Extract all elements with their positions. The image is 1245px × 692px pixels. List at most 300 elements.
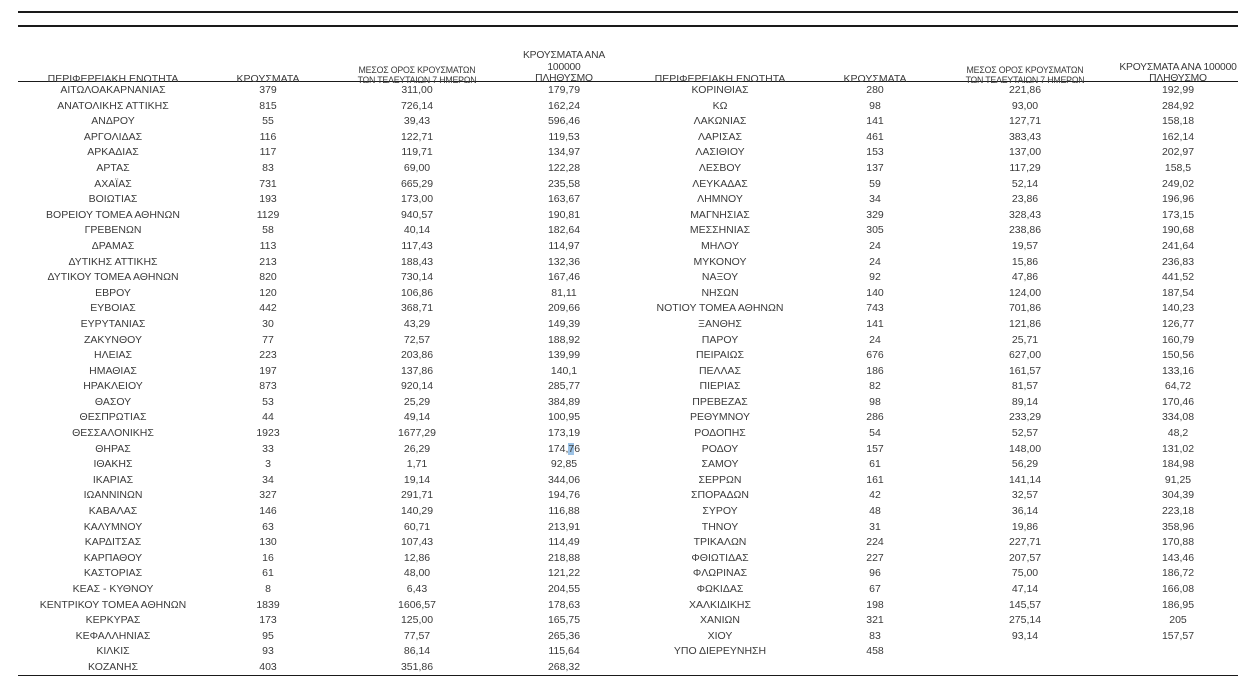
per100k-cell: 143,46	[1161, 551, 1195, 564]
avg7-cell: 137,00	[1008, 146, 1042, 159]
per100k-cell: 100,95	[547, 411, 581, 424]
table-row	[622, 317, 1238, 333]
table-row	[18, 348, 622, 364]
avg7-cell: 1606,57	[398, 598, 436, 611]
region-cell: ΡΕΘΥΜΝΟΥ	[689, 411, 750, 424]
per100k-cell: 596,46	[547, 115, 581, 128]
per100k-cell: 157,57	[1161, 629, 1195, 642]
table-row	[622, 239, 1238, 255]
per100k-cell: 121,22	[547, 567, 581, 580]
avg7-cell: 40,14	[403, 224, 431, 237]
table-row	[622, 520, 1238, 536]
avg7-cell: 56,29	[1011, 458, 1039, 471]
table-row	[622, 488, 1238, 504]
per100k-cell: 187,54	[1161, 286, 1195, 299]
cases-cell: 77	[262, 333, 274, 346]
table-row	[18, 551, 622, 567]
avg7-cell: 227,71	[1008, 536, 1042, 549]
per100k-cell: 202,97	[1161, 146, 1195, 159]
region-cell: ΗΛΕΙΑΣ	[93, 349, 132, 362]
table-row	[18, 535, 622, 551]
cases-cell: 321	[866, 614, 884, 627]
cases-cell: 83	[262, 161, 274, 174]
per100k-cell: 132,36	[547, 255, 581, 268]
region-cell: ΚΕΡΚΥΡΑΣ	[85, 614, 141, 627]
table-row	[18, 504, 622, 520]
avg7-cell: 47,14	[1011, 583, 1039, 595]
selection-before-text: 174,	[547, 442, 569, 455]
per100k-cell: 48,2	[1167, 427, 1189, 440]
per100k-cell: 160,79	[1161, 333, 1195, 346]
cases-cell: 130	[259, 536, 277, 549]
avg7-cell: 627,00	[1008, 349, 1042, 362]
table-row	[622, 333, 1238, 349]
region-cell: ΑΝΑΤΟΛΙΚΗΣ ΑΤΤΙΚΗΣ	[57, 99, 169, 112]
table-row	[622, 208, 1238, 224]
per100k-cell: 182,64	[547, 224, 581, 237]
table-row	[622, 192, 1238, 208]
table-row	[622, 426, 1238, 442]
avg7-cell: 43,29	[403, 317, 431, 330]
table-row	[622, 114, 1238, 130]
table-header-row	[18, 50, 1238, 85]
per100k-cell: 126,77	[1161, 317, 1195, 330]
table-row	[18, 223, 622, 239]
region-cell: ΛΑΡΙΣΑΣ	[698, 130, 742, 143]
table-row	[622, 457, 1238, 473]
per100k-cell: 149,39	[547, 317, 581, 330]
region-cell: ΚΕΝΤΡΙΚΟΥ ΤΟΜΕΑ ΑΘΗΝΩΝ	[39, 598, 187, 611]
region-cell: ΜΗΛΟΥ	[701, 239, 739, 252]
per100k-cell: 163,67	[547, 193, 581, 206]
table-row	[18, 488, 622, 504]
per100k-cell: 186,72	[1161, 567, 1195, 580]
table-row	[18, 177, 622, 193]
region-cell: ΚΟΡΙΝΘΙΑΣ	[691, 84, 749, 96]
column-header-region-2: ΠΕΡΙΦΕΡΕΙΑΚΗ ΕΝΟΤΗΤΑ	[654, 72, 786, 85]
per100k-cell: 205	[1169, 614, 1187, 627]
region-cell: ΚΕΑΣ - ΚΥΘΝΟΥ	[72, 583, 154, 595]
cases-cell: 327	[259, 489, 277, 502]
cases-cell: 197	[259, 364, 277, 377]
avg7-cell: 12,86	[403, 551, 431, 564]
cases-cell: 140	[866, 286, 884, 299]
region-cell: ΚΟΖΑΝΗΣ	[88, 660, 138, 673]
cases-cell: 117	[259, 146, 277, 159]
per100k-cell: 162,24	[547, 99, 581, 112]
per100k-cell: 213,91	[547, 520, 581, 533]
avg7-cell: 726,14	[400, 99, 434, 112]
region-cell: ΜΥΚΟΝΟΥ	[693, 255, 747, 268]
avg7-cell: 148,00	[1008, 442, 1042, 455]
table-row	[622, 504, 1238, 520]
avg7-cell: 1,71	[406, 458, 428, 471]
region-cell: ΝΗΣΩΝ	[701, 286, 739, 299]
avg7-cell: 23,86	[1011, 193, 1039, 206]
avg7-cell: 119,71	[401, 146, 433, 159]
table-row	[18, 426, 622, 442]
per100k-cell	[1118, 644, 1238, 660]
region-cell: ΛΑΚΩΝΙΑΣ	[693, 115, 747, 128]
avg7-cell: 940,57	[400, 208, 434, 221]
table-row	[622, 99, 1238, 115]
table-row	[18, 457, 622, 473]
avg7-cell: 311,00	[401, 84, 433, 96]
cases-cell: 227	[866, 551, 884, 564]
region-cell: ΕΥΡΥΤΑΝΙΑΣ	[80, 317, 146, 330]
region-cell: ΧΙΟΥ	[707, 629, 733, 642]
per100k-cell: 186,95	[1161, 598, 1195, 611]
cases-cell: 146	[259, 505, 277, 518]
table-row	[622, 177, 1238, 193]
cases-cell: 141	[866, 115, 884, 128]
table-row	[622, 364, 1238, 380]
column-header-per100k-line1: ΚΡΟΥΣΜΑΤΑ ΑΝΑ 100000	[522, 50, 606, 73]
region-cell: ΧΑΛΚΙΔΙΚΗΣ	[689, 598, 751, 611]
region-cell: ΘΑΣΟΥ	[94, 395, 132, 408]
per100k-cell: 166,08	[1161, 583, 1195, 595]
per100k-cell: 140,1	[550, 364, 578, 377]
region-cell: ΠΑΡΟΥ	[701, 333, 739, 346]
table-row	[622, 255, 1238, 271]
avg7-cell: 351,86	[400, 660, 434, 673]
per100k-cell: 334,08	[1161, 411, 1195, 424]
table-row	[622, 348, 1238, 364]
per100k-cell: 170,46	[1161, 395, 1195, 408]
cases-cell: 286	[866, 411, 884, 424]
region-cell: ΝΑΞΟΥ	[701, 271, 739, 284]
avg7-cell: 107,43	[400, 536, 434, 549]
region-cell: ΖΑΚΥΝΘΟΥ	[83, 333, 142, 346]
per100k-cell: 116,88	[548, 505, 580, 518]
cases-cell: 61	[262, 567, 274, 580]
cases-cell: 442	[259, 302, 277, 315]
cases-cell: 59	[869, 177, 881, 190]
per100k-cell: 285,77	[547, 380, 581, 393]
table-row	[622, 286, 1238, 302]
column-header-per100k	[506, 50, 622, 85]
avg7-cell: 383,43	[1008, 130, 1042, 143]
avg7-cell: 49,14	[403, 411, 431, 424]
per100k-cell: 284,92	[1161, 99, 1195, 112]
table-row	[18, 473, 622, 489]
table-row	[18, 333, 622, 349]
cases-cell: 213	[259, 255, 277, 268]
region-cell: ΗΜΑΘΙΑΣ	[89, 364, 137, 377]
per100k-cell: 192,99	[1161, 84, 1195, 96]
table-row	[622, 161, 1238, 177]
table-row	[18, 301, 622, 317]
column-header-region: ΠΕΡΙΦΕΡΕΙΑΚΗ ΕΝΟΤΗΤΑ	[47, 72, 179, 85]
cases-cell: 305	[866, 224, 884, 237]
table-row	[18, 239, 622, 255]
region-cell: ΦΩΚΙΔΑΣ	[696, 583, 744, 595]
avg7-cell: 117,29	[1009, 161, 1041, 174]
avg7-cell: 19,57	[1011, 239, 1039, 252]
cases-cell: 82	[869, 380, 881, 393]
region-cell: ΒΟΡΕΙΟΥ ΤΟΜΕΑ ΑΘΗΝΩΝ	[46, 208, 180, 221]
avg7-cell: 920,14	[400, 380, 434, 393]
per100k-cell: 133,16	[1161, 364, 1195, 377]
per100k-cell: 190,81	[547, 208, 581, 221]
per100k-cell: 204,55	[547, 583, 581, 595]
avg7-cell: 1677,29	[398, 427, 436, 440]
per100k-cell: 304,39	[1161, 489, 1195, 502]
table-row	[18, 114, 622, 130]
cases-cell: 24	[869, 333, 881, 346]
per100k-cell: 122,28	[547, 161, 581, 174]
table-row	[18, 613, 622, 629]
region-cell: ΑΡΚΑΔΙΑΣ	[87, 146, 139, 159]
per100k-cell: 139,99	[547, 349, 581, 362]
table-row	[18, 192, 622, 208]
cases-cell: 33	[262, 442, 274, 455]
per100k-cell: 194,76	[547, 489, 581, 502]
cases-cell: 31	[869, 520, 881, 533]
avg7-cell: 36,14	[1011, 505, 1039, 518]
cases-cell: 95	[262, 629, 274, 642]
table-row	[622, 613, 1238, 629]
cases-cell: 743	[866, 302, 884, 315]
cases-cell: 157	[866, 442, 884, 455]
region-cell: ΑΙΤΩΛΟΑΚΑΡΝΑΝΙΑΣ	[60, 84, 166, 96]
per100k-cell: 358,96	[1161, 520, 1195, 533]
avg7-cell: 86,14	[403, 645, 431, 658]
per100k-cell: 241,64	[1161, 239, 1195, 252]
avg7-cell: 75,00	[1011, 567, 1039, 580]
table-row	[622, 223, 1238, 239]
per100k-cell: 91,25	[1164, 473, 1192, 486]
region-cell: ΚΙΛΚΙΣ	[96, 645, 130, 658]
region-cell: ΙΩΑΝΝΙΝΩΝ	[83, 489, 143, 502]
cases-cell: 30	[262, 317, 274, 330]
avg7-cell: 124,00	[1008, 286, 1042, 299]
table-row	[18, 208, 622, 224]
cases-cell: 161	[866, 473, 884, 486]
cases-cell: 44	[262, 411, 274, 424]
region-cell: ΑΝΔΡΟΥ	[91, 115, 135, 128]
region-cell: ΠΡΕΒΕΖΑΣ	[692, 395, 748, 408]
region-cell: ΧΑΝΙΩΝ	[700, 614, 740, 627]
regional-cases-table	[18, 50, 1238, 676]
cases-cell: 120	[259, 286, 277, 299]
avg7-cell: 39,43	[403, 115, 431, 128]
avg7-cell: 203,86	[400, 349, 434, 362]
region-cell: ΒΟΙΩΤΙΑΣ	[88, 193, 138, 206]
per100k-cell: 158,18	[1161, 115, 1195, 128]
avg7-cell: 122,71	[400, 130, 434, 143]
cases-cell: 58	[262, 224, 274, 237]
cases-cell: 379	[259, 84, 277, 96]
table-row	[18, 566, 622, 582]
avg7-cell: 368,71	[400, 302, 434, 315]
per100k-cell: 167,46	[547, 271, 581, 284]
cases-cell: 1839	[256, 598, 280, 611]
avg7-cell: 207,57	[1008, 551, 1042, 564]
region-cell: ΝΟΤΙΟΥ ΤΟΜΕΑ ΑΘΗΝΩΝ	[656, 302, 784, 315]
region-cell: ΜΕΣΣΗΝΙΑΣ	[689, 224, 751, 237]
table-row	[622, 566, 1238, 582]
per100k-cell: 114,97	[548, 239, 580, 252]
region-cell: ΔΥΤΙΚΟΥ ΤΟΜΕΑ ΑΘΗΝΩΝ	[47, 271, 179, 284]
column-header-avg7-line1: ΜΕΣΟΣ ΟΡΟΣ ΚΡΟΥΣΜΑΤΩΝ	[358, 64, 476, 75]
avg7-cell: 72,57	[403, 333, 431, 346]
cases-cell: 34	[869, 193, 881, 206]
table-row	[18, 598, 622, 614]
table-row	[18, 410, 622, 426]
table-row	[18, 629, 622, 645]
avg7-cell: 6,43	[406, 583, 428, 595]
per100k-cell: 173,19	[547, 427, 581, 440]
avg7-cell: 141,14	[1008, 473, 1042, 486]
table-row	[622, 551, 1238, 567]
cases-cell: 63	[262, 520, 274, 533]
cases-cell: 83	[869, 629, 881, 642]
region-cell: ΓΡΕΒΕΝΩΝ	[84, 224, 142, 237]
cases-cell: 280	[866, 84, 884, 96]
region-cell: ΗΡΑΚΛΕΙΟΥ	[83, 380, 143, 393]
per100k-cell: 134,97	[547, 146, 581, 159]
region-cell: ΠΕΛΛΑΣ	[698, 364, 742, 377]
per100k-cell: 184,98	[1161, 458, 1195, 471]
per100k-cell: 140,23	[1161, 302, 1195, 315]
cases-cell: 16	[262, 551, 274, 564]
avg7-cell: 69,00	[403, 161, 431, 174]
cases-cell: 223	[259, 349, 277, 362]
per100k-cell: 170,88	[1161, 536, 1195, 549]
avg7-cell: 221,86	[1008, 84, 1042, 96]
table-row	[622, 442, 1238, 458]
column-header-per100k-2	[1118, 62, 1238, 85]
per100k-cell: 236,83	[1161, 255, 1195, 268]
cases-cell: 34	[262, 473, 274, 486]
table-row	[18, 379, 622, 395]
cases-cell: 173	[259, 614, 277, 627]
per100k-cell: 268,32	[547, 660, 581, 673]
cases-cell: 24	[869, 255, 881, 268]
avg7-cell: 730,14	[400, 271, 434, 284]
avg7-cell: 60,71	[403, 520, 431, 533]
avg7-cell: 52,57	[1011, 427, 1039, 440]
cases-cell: 116	[259, 130, 277, 143]
avg7-cell: 117,43	[401, 239, 433, 252]
per100k-cell: 209,66	[547, 302, 581, 315]
avg7-cell: 26,29	[403, 442, 431, 455]
avg7-cell: 188,43	[400, 255, 434, 268]
region-cell: ΞΑΝΘΗΣ	[698, 317, 742, 330]
table-row	[18, 161, 622, 177]
cases-cell: 96	[869, 567, 881, 580]
table-row	[18, 270, 622, 286]
avg7-cell: 701,86	[1008, 302, 1042, 315]
per100k-cell	[506, 442, 622, 458]
cases-cell: 98	[869, 395, 881, 408]
table-row	[18, 364, 622, 380]
avg7-cell: 77,57	[403, 629, 431, 642]
region-cell: ΚΑΡΠΑΘΟΥ	[83, 551, 143, 564]
cases-cell: 731	[259, 177, 277, 190]
region-cell: ΛΑΣΙΘΙΟΥ	[695, 146, 745, 159]
per100k-cell: 92,85	[550, 458, 578, 471]
region-cell: ΣΠΟΡΑΔΩΝ	[691, 489, 749, 502]
region-cell: ΤΗΝΟΥ	[701, 520, 739, 533]
table-right-half	[622, 83, 1238, 676]
table-row	[18, 644, 622, 660]
avg7-cell: 275,14	[1008, 614, 1042, 627]
cases-cell: 8	[265, 583, 271, 595]
region-cell: ΔΥΤΙΚΗΣ ΑΤΤΙΚΗΣ	[68, 255, 158, 268]
avg7-cell: 238,86	[1008, 224, 1042, 237]
avg7-cell: 161,57	[1008, 364, 1042, 377]
column-header-per100k-2-line1: ΚΡΟΥΣΜΑΤΑ ΑΝΑ 100000	[1119, 61, 1237, 73]
table-row	[18, 395, 622, 411]
avg7-cell: 125,00	[400, 614, 434, 627]
avg7-cell: 233,29	[1008, 411, 1042, 424]
region-cell: ΘΗΡΑΣ	[95, 442, 131, 455]
cases-cell: 24	[869, 239, 881, 252]
table-row	[18, 660, 622, 676]
table-row	[622, 145, 1238, 161]
avg7-cell: 15,86	[1011, 255, 1039, 268]
region-cell: ΙΚΑΡΙΑΣ	[92, 473, 134, 486]
cases-cell: 1129	[256, 208, 280, 221]
table-row	[622, 535, 1238, 551]
region-cell: ΛΗΜΝΟΥ	[697, 193, 743, 206]
cases-cell: 186	[866, 364, 884, 377]
cases-cell: 137	[866, 161, 884, 174]
per100k-cell: 196,96	[1161, 193, 1195, 206]
cases-cell: 92	[869, 271, 881, 284]
per100k-cell: 190,68	[1161, 224, 1195, 237]
region-cell: ΡΟΔΟΥ	[701, 442, 739, 455]
avg7-cell: 106,86	[400, 286, 434, 299]
per100k-cell: 114,49	[548, 536, 580, 549]
table-row	[622, 598, 1238, 614]
avg7-cell: 328,43	[1008, 208, 1042, 221]
per100k-cell: 178,63	[547, 598, 581, 611]
text-selection-highlight: 7	[568, 442, 575, 455]
cases-cell: 193	[259, 193, 277, 206]
per100k-cell: 441,52	[1161, 271, 1195, 284]
column-header-avg7-2-line2: ΤΩΝ ΤΕΛΕΥΤΑΙΩΝ 7 ΗΜΕΡΩΝ	[965, 74, 1085, 85]
region-cell: ΚΑΣΤΟΡΙΑΣ	[83, 567, 143, 580]
per100k-cell: 384,89	[547, 395, 581, 408]
avg7-cell: 173,00	[400, 193, 434, 206]
region-cell: ΑΡΓΟΛΙΔΑΣ	[83, 130, 143, 143]
column-header-avg7-line2: ΤΩΝ ΤΕΛΕΥΤΑΙΩΝ 7 ΗΜΕΡΩΝ	[357, 74, 477, 85]
region-cell: ΕΥΒΟΙΑΣ	[90, 302, 136, 315]
region-cell: ΙΘΑΚΗΣ	[93, 458, 133, 471]
table-row	[18, 83, 622, 99]
per100k-cell: 115,64	[548, 645, 580, 658]
region-cell: ΚΑΛΥΜΝΟΥ	[83, 520, 143, 533]
cases-cell: 403	[259, 660, 277, 673]
avg7-cell: 89,14	[1011, 395, 1039, 408]
table-row	[18, 286, 622, 302]
avg7-cell	[932, 644, 1118, 660]
per100k-cell: 188,92	[547, 333, 581, 346]
region-cell: ΜΑΓΝΗΣΙΑΣ	[690, 208, 750, 221]
per100k-cell: 162,14	[1161, 130, 1195, 143]
region-cell: ΥΠΟ ΔΙΕΡΕΥΝΗΣΗ	[673, 645, 767, 658]
cases-cell: 48	[869, 505, 881, 518]
table-row	[18, 99, 622, 115]
cases-cell: 461	[866, 130, 884, 143]
avg7-cell: 25,29	[403, 395, 431, 408]
per100k-cell: 81,11	[551, 286, 577, 299]
cases-cell: 93	[262, 645, 274, 658]
avg7-cell: 81,57	[1011, 380, 1039, 393]
